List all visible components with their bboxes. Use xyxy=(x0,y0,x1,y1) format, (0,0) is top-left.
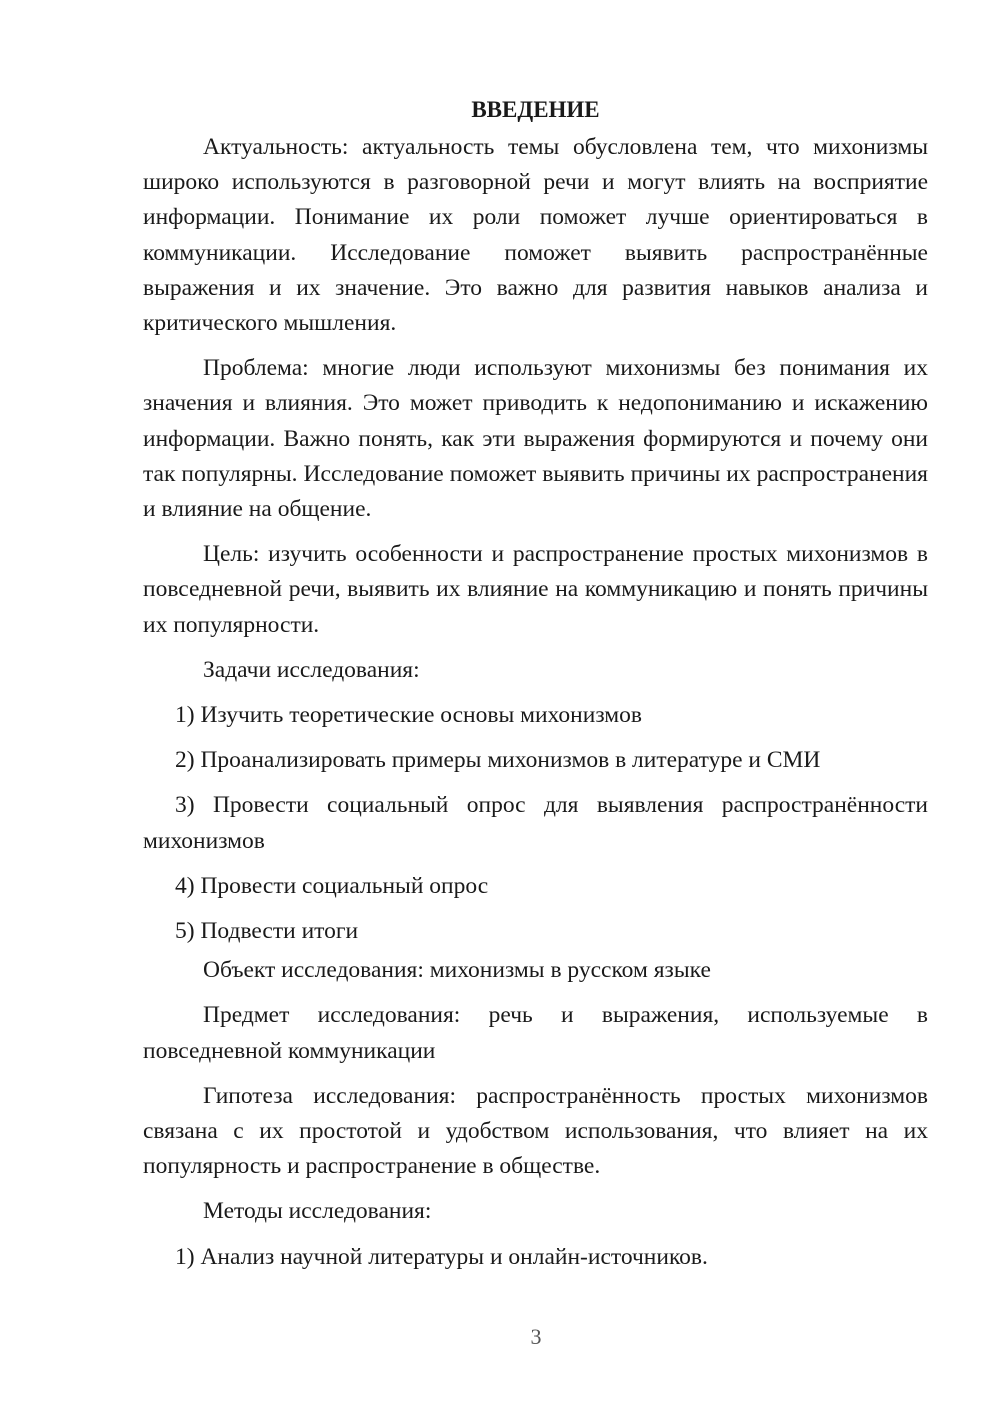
paragraph-goal: Цель: изучить особенности и распространение простых михонизмов в повседневной речи, выявить их влияние на коммуникацию и понять причины их популярности. xyxy=(143,541,928,638)
task-item-4: 4) Провести социальный опрос xyxy=(175,872,489,899)
task-item-5: 5) Подвести итоги xyxy=(175,918,359,945)
paragraph-tasks-heading: Задачи исследования: xyxy=(203,656,420,683)
paragraph-hypothesis: Гипотеза исследования: распространённость простых михонизмов связана с их простотой и удобством использования, что влияет на их популярность и распространение в обществе. xyxy=(143,1082,928,1180)
method-item-1: 1) Анализ научной литературы и онлайн-источников. xyxy=(175,1243,708,1270)
paragraph-problem: Проблема: многие люди используют михонизмы без понимания их значения и влияния. Это может приводить к недопониманию и искажению информации. Важно понять, как эти выражения формируются и почему они так популярны. Исследование поможет выявить причины их распространения и влияние на общение. xyxy=(143,355,928,523)
task-item-3: 3) Провести социальный опрос для выявления распространённости михонизмов xyxy=(143,792,928,854)
paragraph-object: Объект исследования: михонизмы в русском языке xyxy=(203,957,711,984)
task-item-2: 2) Проанализировать примеры михонизмов в литературе и СМИ xyxy=(175,747,821,774)
page-number: 3 xyxy=(530,1324,542,1349)
paragraph-relevance: Актуальность: актуальность темы обусловлена тем, что михонизмы широко используются в разговорной речи и могут влиять на восприятие информации. Понимание их роли поможет лучше ориентироваться в коммуникации. Исследование поможет выявить распространённые выражения и их значение. Это важно для развития навыков анализа и критического мышления. xyxy=(143,134,928,337)
task-item-1: 1) Изучить теоретические основы михонизмов xyxy=(175,702,642,729)
page-content xyxy=(143,92,928,1285)
paragraph-subject: Предмет исследования: речь и выражения, используемые в повседневной коммуникации xyxy=(143,1002,928,1064)
section-title: ВВЕДЕНИЕ xyxy=(471,97,600,122)
paragraph-methods-heading: Методы исследования: xyxy=(203,1198,432,1225)
